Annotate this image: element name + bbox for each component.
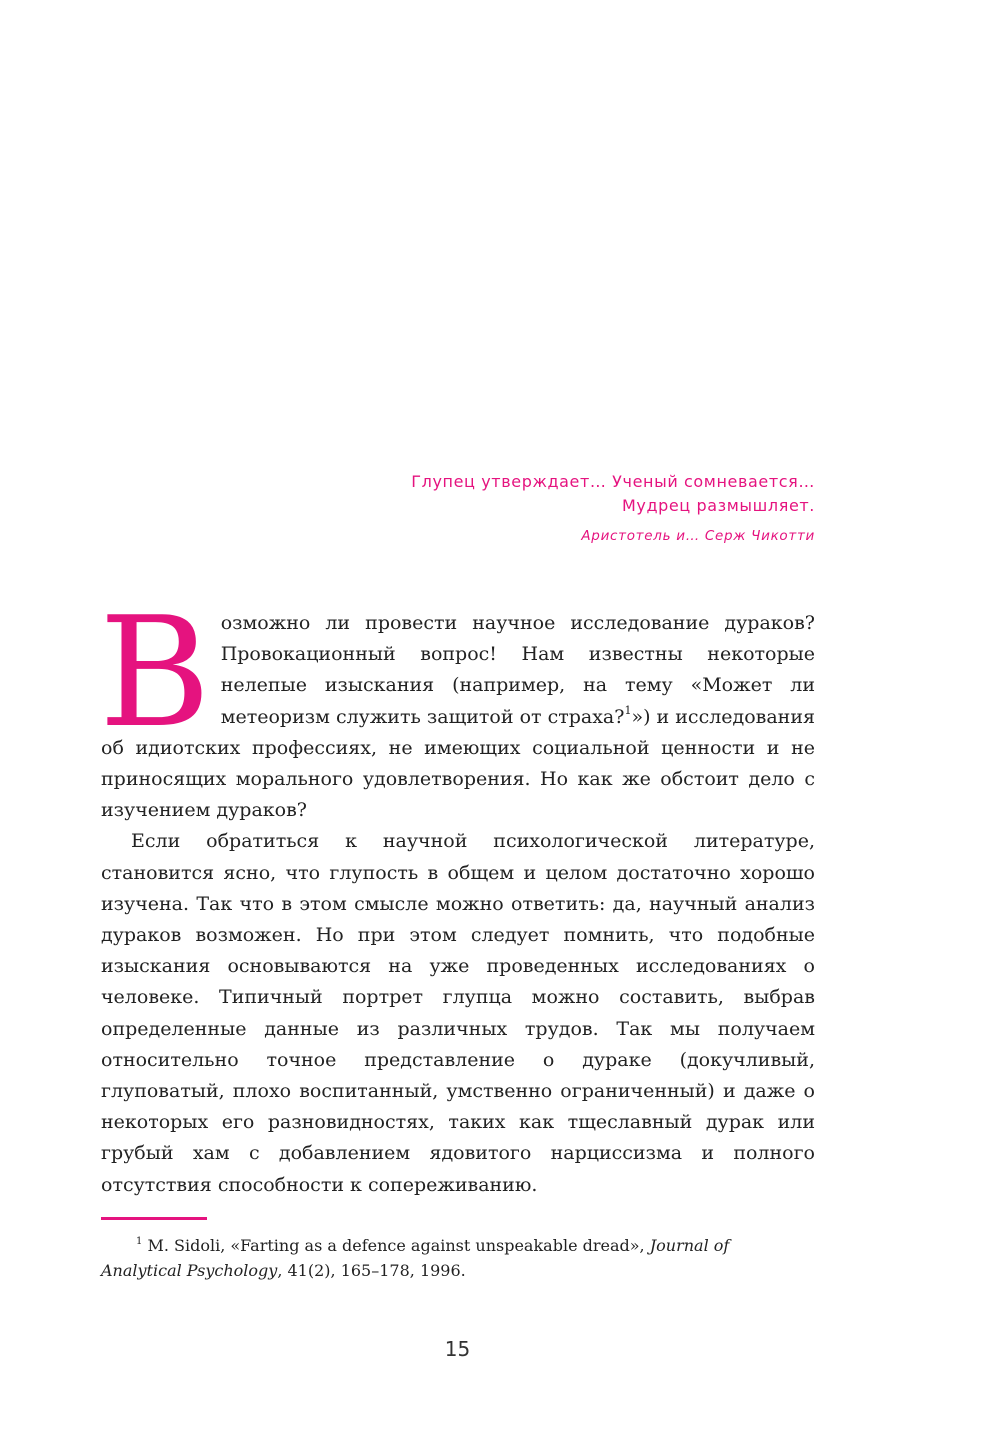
page-number: 15 xyxy=(444,1337,471,1361)
paragraph-2: Если обратиться к научной психологической литературе, становится ясно, что глупость в общем и целом достаточно хорошо изучена. Так что в этом смысле можно ответить: да, научный анализ дураков возможен. Но при этом следует помнить, что подобные изыскания основываются на уже проведенных исследованиях о человеке. Типичный портрет глупца можно составить, выбрав определенные данные из различных трудов. Так мы получаем относительно точное представление о дураке (докучливый, глуповатый, плохо воспитанный, умственно ограниченный) и даже о некоторых его разновидностях, таких как тщеславный дурак или грубый хам с добавлением ядовитого нарциссизма и полного отсутствия способности к сопереживанию. xyxy=(101,830,815,1196)
footnote-journal: Journal of Analytical Psychology xyxy=(101,1236,730,1280)
drop-cap: В xyxy=(99,584,211,761)
footnote-text-a: M. Sidoli, «Farting as a defence against unspeakable dread», xyxy=(142,1236,650,1255)
paragraph-1-text-b: ») и исследования об идиотских профессиях, не имеющих социальной ценности и не приносящих морального удовлетворения. Но как же обстоит дело с изучением дураков? xyxy=(101,705,815,822)
epigraph-line-2: Мудрец размышляет. xyxy=(621,496,815,515)
epigraph-line-1: Глупец утверждает… Ученый сомневается… xyxy=(411,472,815,491)
epigraph-quote xyxy=(300,470,815,518)
main-text xyxy=(99,584,815,1201)
footnote-divider xyxy=(101,1217,207,1220)
footnote-reference[interactable]: 1 xyxy=(624,704,632,718)
footnote-number: 1 xyxy=(136,1235,143,1247)
epigraph-author: Аристотель и… Серж Чикотти xyxy=(581,528,815,544)
paragraph-1-text-a: озможно ли провести научное исследование дураков? Провокационный вопрос! Нам известны некоторые нелепые изыскания (например, на тему «Может ли метеоризм служить защитой от страха? xyxy=(220,612,815,728)
footnote-text-b: , 41(2), 165–178, 1996. xyxy=(277,1261,466,1280)
footnote xyxy=(101,1233,815,1283)
paragraph-1 xyxy=(99,584,815,826)
